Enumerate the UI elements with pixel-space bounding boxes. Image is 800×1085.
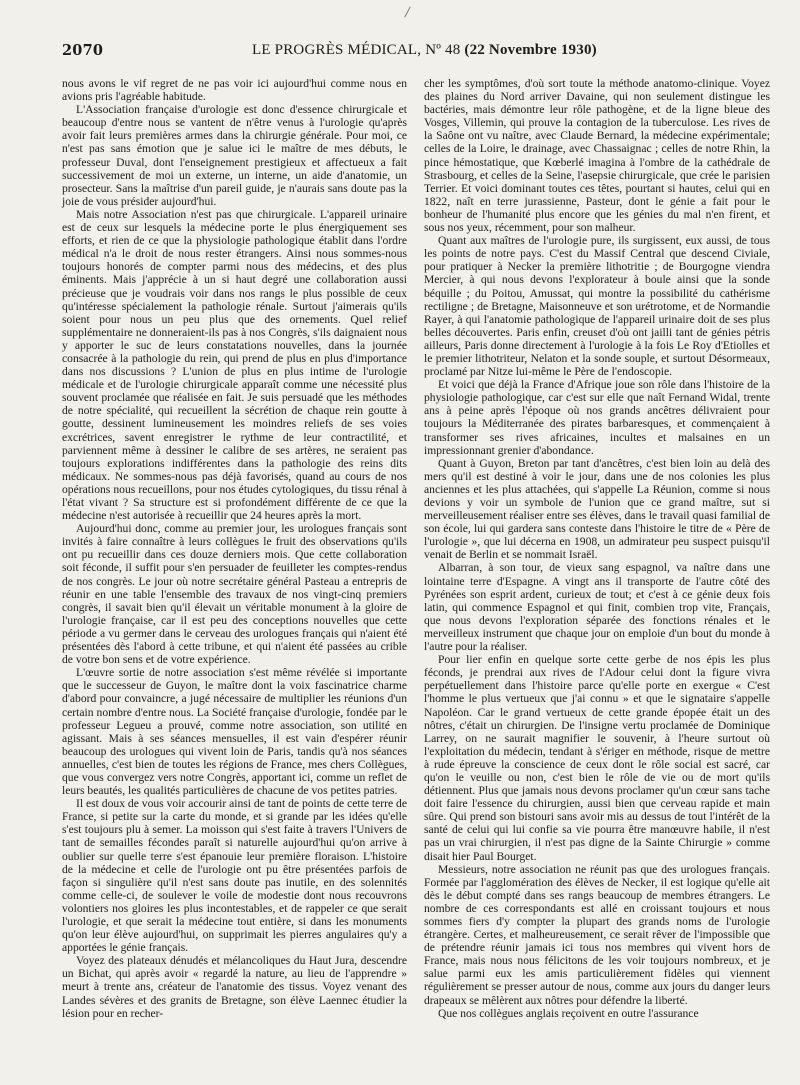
journal-name: LE PROGRÈS MÉDICAL, (252, 42, 422, 58)
paragraph: Quant à Guyon, Breton par tant d'ancêtres, c'est bien loin au delà des mers qu'il est destiné à voir le jour, dans une de nos colonies les plus anciennes et les plus attachées, qui s'appelle La Réunion, comme si nous devions y voir un symbole de l'union que ce grand maître, sut si merveilleusement réaliser entre ses élèves, dans le travail quasi familial de son école, lui qui gardera sans conteste dans l'histoire le titre de « Père de l'urologie », que lui décerna en 1908, un admirateur peu suspect puisqu'il venait de Berlin et se nommait Israël. (424, 456, 770, 562)
paragraph: Voyez des plateaux dénudés et mélancoliques du Haut Jura, descendre un Bichat, qui après avoir « regardé la nature, au lieu de l'apprendre » meurt à trente ans, créateur de l'anatomie des tissus. Voyez venant des Landes sévères et des granits de Bretagne, son élève Laennec étudier la lésion pour en recher- (62, 954, 407, 1020)
running-head (62, 42, 774, 62)
paragraph: Messieurs, notre association ne réunit pas que des urologues français. Formée par l'agglomération des élèves de Necker, il est logique qu'elle ait dès le début compté dans ses rangs beaucoup de membres étrangers. Le nombre de ces correspondants est allé en croissant toujours et nous sommes fiers d'y compter la plupart des grands noms de l'urologie étrangère. Certes, et malheureusement, ce serait rêver de l'impossible que de prétendre réunir jamais ici tous nos membres qui vivent hors de France, mais nous nous félicitons de les voir toujours nombreux, et je salue parmi eux les amis particulièrement fidèles qui viennent régulièrement se presser autour de nous, comme aux jours du danger leurs drapeaux se mêlèrent aux nôtres pour défendre la liberté. (424, 862, 770, 1007)
paragraph: Et voici que déjà la France d'Afrique joue son rôle dans l'histoire de la physiologie pathologique, car c'est sur elle que naît Fernand Widal, trente ans à peine après l'époque où nos grands ancêtres délivraient pour toujours la Méditerranée des pirates barbaresques, et commençaient à transformer ses rives africaines, incultes et malsaines en un impressionnant grenier d'abondance. (424, 378, 770, 457)
paragraph: Mais notre Association n'est pas que chirurgicale. L'appareil urinaire est de ceux sur lesquels la médecine porte le plus énergiquement ses efforts, et rien de ce que la physiologie pathologique établit dans l'ordre médical n'a le droit de nous rester étrangers. Ainsi nous sommes-nous toujours honorés de compter parmi nous des médecins, et des plus éminents. Mais j'apprécie à un si haut degré une collaboration aussi précieuse que je voudrais voir dans nos rangs le plus possible de ceux qu'intéresse spécialement la pathologie rénale. Surtout j'aimerais qu'ils soient pour nous un peu plus que des ornements. Quel relief supplémentaire ne donneraient-ils pas à nos Congrès, s'ils daignaient nous y apporter le suc de leurs constatations nouvelles, dans la journée consacrée à la pathologie du rein, qui prend de plus en plus d'importance dans nos discussions ? L'union de plus en plus intime de l'urologie médicale et de l'urologie chirurgicale apparaît comme une nécessité plus souvent proclamée que réalisée en fait. Je suis persuadé que les méthodes de notre spécialité, qui recueillent la sécrétion de chaque rein goutte à goutte, dessinent lumineusement les moindres reliefs de ses voies excrétrices, savent enregistrer le rythme de leur contractilité, et parviennent même à dessiner le calibre de ses artères, ne seraient pas toujours explorations indifférentes dans la pathologie des reins dits médicaux. Ne sommes-nous pas déjà favorisés, quand au cours de nos opérations nous recueillons, pour nos études cytologiques, du tissu rénal à l'état vivant ? Sa structure est si profondément différente de ce que la médecine n'est autorisée à recueillir que 24 heures après la mort. (62, 207, 407, 523)
scan-mark (404, 6, 411, 17)
paragraph: nous avons le vif regret de ne pas voir ici aujourd'hui comme nous en avions pris l'agréable habitude. (62, 77, 407, 104)
page-number: 2070 (62, 42, 104, 59)
paragraph: Albarran, à son tour, de vieux sang espagnol, va naître dans une lointaine terre d'Espagne. A vingt ans il transporte de l'autre côté des Pyrénées son esprit ardent, curieux de tout; et c'est à ce génie deux fois latin, qui commence Espagnol et qui finit, combien trop vite, Français, que nous devons l'exploration séparée des fonctions rénales et le merveilleux instrument que chaque jour on emploie d'un bout du monde à l'autre pour la réaliser. (424, 561, 770, 654)
paragraph: L'œuvre sortie de notre association s'est même révélée si importante que le successeur de Guyon, le maître dont la voix fascinatrice charme d'abord pour convaincre, a jugé nécessaire de multiplier les réunions d'un certain nombre d'entre nous. La Société française d'urologie, fondée par le professeur Legueu a prouvé, comme notre association, son utilité en agissant. Mais à ses séances mensuelles, il est vain d'espérer réunir beaucoup des urologues qui vivent loin de Paris, tandis qu'à nos séances annuelles, c'est bien de toutes les régions de France, mes chers Collègues, que vous convergez vers notre Congrès, apportant ici, comme un reflet de leurs beautés, les qualités particulières de chacune de vos petites patries. (62, 666, 407, 798)
running-title (252, 42, 597, 59)
paragraph: Que nos collègues anglais reçoivent en outre l'assurance (438, 1006, 699, 1020)
paragraph: Aujourd'hui donc, comme au premier jour, les urologues français sont invités à faire connaître à leurs collègues le fruit des observations qu'ils ont pu recueillir dans ces douze derniers mois. Que cette collaboration soit féconde, il suffit pour s'en persuader de feuilleter les comptes-rendus de nos congrès. Le jour où notre secrétaire général Pasteau a entrepris de réunir en une table l'ensemble des travaux de nos vingt-cinq premiers congrès, il savait bien qu'il élevait un véritable monument à la gloire de l'urologie française, car il est peu des conceptions nouvelles que cette période a vu germer dans le cerveau des urologues français qui n'aient été présentées dès l'abord à cette tribune, et qui n'aient été passées au crible de votre bon sens et de votre expérience. (62, 522, 407, 667)
paragraph: cher les symptômes, d'où sort toute la méthode anatomo-clinique. Voyez des plaines du Nord arriver Davaine, qui non seulement distingue les bactéries, mais démontre leur rôle pathogène, et de la ligne bleue des Vosges, Villemin, qui prouve la contagion de la tuberculose. Les rives de la Saône ont vu naître, avec Claude Bernard, la médecine expérimentale; celles de la Loire, le drainage, avec Chassaignac ; celles de notre Rhin, la pince hémostatique, que Kœberlé imagina à l'ombre de la cathédrale de Strasbourg, et celles de la Seine, l'asepsie chirurgicale, que crée le parisien Terrier. Et voici dominant toutes ces têtes, pourtant si hautes, celui qui en 1822, naît en terre jurassienne, Pasteur, dont le génie a fait pour le bonheur de l'humanité plus encore que les génies du mal n'en firent, et sous nos yeux, récemment, pour son malheur. (424, 77, 770, 235)
right-column (424, 77, 770, 1020)
issue-number: Nº 48 (425, 42, 461, 58)
issue-date: (22 Novembre 1930) (464, 42, 597, 58)
paragraph: Pour lier enfin en quelque sorte cette gerbe de nos épis les plus féconds, je prendrai aux rives de l'Adour celui dont la figure vivra perpétuellement dans l'histoire parce qu'elle porte en exergue « C'est l'homme le plus vertueux que j'ai connu » et que le signataire s'appelle Napoléon. Car le grand vertueux de cette grande épopée était un des nôtres, c'était un chirurgien. De l'insigne vertu proclamée de Dominique Larrey, on ne saurait magnifier le souvenir, à l'heure surtout où l'exploitation du médecin, tendant à s'ériger en méthode, risque de mettre à rude épreuve la conscience de ceux dont le rôle social est sacré, car qu'on le veuille ou non, c'est bien le rôle de vie ou de mort qu'ils détiennent. Plus que jamais nous devons proclamer qu'un cœur sans tache doit faire l'essence du chirurgien, aussi bien que cerveau rapide et main sûre. Qui prend son bistouri sans avoir mis au dessus de tout l'intérêt de la santé de celui qui lui confie sa vie pourra être manœuvre habile, il n'est pas un vrai chirurgien, il n'est pas digne de la Sainte Chirurgie » comme disait hier Paul Bourget. (424, 653, 770, 863)
paragraph: Il est doux de vous voir accourir ainsi de tant de points de cette terre de France, si petite sur la carte du monde, et si grande par les idées qu'elle s'est toujours plu à semer. La moisson qui s'est faite à travers l'Univers de tant de semailles fécondes paraît si naturelle aujourd'hui qu'on arrive à oublier sur quelle terre s'est épanouie leur première floraison. L'histoire de la médecine et celle de l'urologie ont pu être présentées parfois de façon si singulière qu'il n'est sans doute pas inutile, en des solennités comme celle-ci, de soulever le voile de modestie dont nous recouvrons volontiers nos gloires les plus incontestables, et de rappeler ce que serait l'urologie, et que serait la médecine tout entière, si dans les monuments qu'on leur élève aujourd'hui, on supprimait les pierres angulaires qu'y a apportées le génie français. (62, 797, 407, 955)
paragraph: L'Association française d'urologie est donc d'essence chirurgicale et beaucoup d'entre nous se vantent de n'être venus à l'urologie qu'après avoir fait leurs premières armes dans la chirurgie générale. Pour moi, ce n'est pas sans émotion que je salue ici le maître de mes débuts, le professeur Duval, dont l'enseignement prestigieux et affectueux a fait successivement de moi un externe, un interne, un aide d'anatomie, un prosecteur. Sans la maîtrise d'un pareil guide, je n'aurais sans doute pas la joie de vous présider aujourd'hui. (62, 103, 407, 208)
paragraph: Quant aux maîtres de l'urologie pure, ils surgissent, eux aussi, de tous les points de notre pays. C'est du Massif Central que descend Civiale, pour pratiquer à Necker la première lithotritie ; de Bourgogne viendra Mercier, à qui nous devons l'explorateur à boule ainsi que la sonde béquille ; du Poitou, Amussat, qui montre la possibilité du cathérisme rectiligne ; de Bretagne, Maisonneuve et son urétrotome, et de Normandie Rayer, à qui l'anatomie pathologique de l'appareil urinaire doit de ses plus belles découvertes. Paris enfin, creuset d'où ont jailli tant de génies pétris ailleurs, Paris donne directement à l'urologie à la fois Le Roy d'Etiolles et le premier lithotriteur, Nelaton et la sonde souple, et surtout Désormeaux, proclamé par Nitze lui-même le Père de l'endoscopie. (424, 234, 770, 379)
left-column (62, 77, 407, 1020)
